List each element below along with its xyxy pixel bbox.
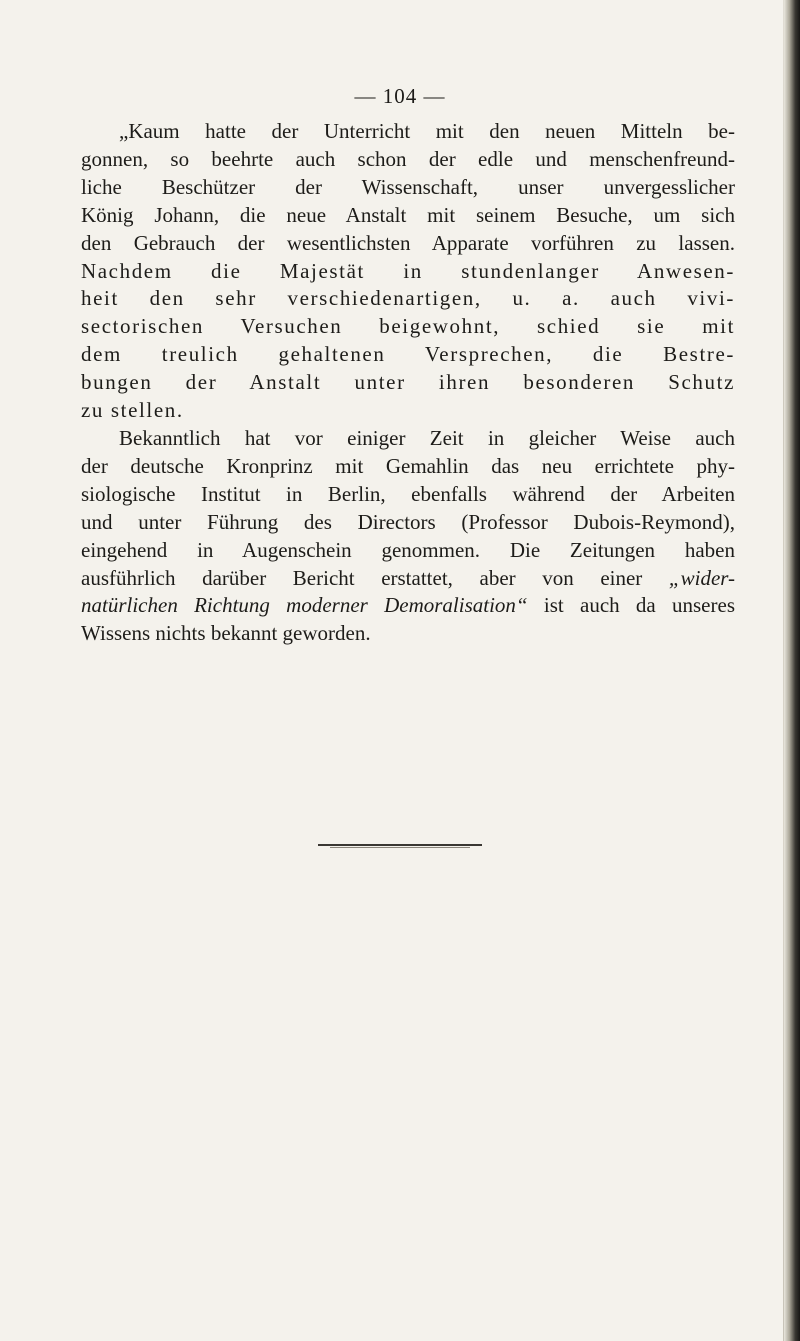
body-text xyxy=(81,118,735,648)
text-line: dem treulich gehaltenen Versprechen, die Bestre- xyxy=(81,342,735,367)
text-line: und unter Führung des Directors (Professor Dubois-Reymond), xyxy=(81,509,735,534)
text-line: eingehend in Augenschein genommen. Die Zeitungen haben xyxy=(81,537,735,562)
text-line: König Johann, die neue Anstalt mit seinem Besuche, um sich xyxy=(81,202,735,227)
text-line-mixed xyxy=(81,565,735,593)
italic-segment: natürlichen Richtung moderner Demoralisation“ xyxy=(81,593,528,618)
text-line: zu stellen. xyxy=(81,398,184,423)
text-line: sectorischen Versuchen beigewohnt, schied sie mit xyxy=(81,314,735,339)
text-line: der deutsche Kronprinz mit Gemahlin das neu errichtete phy- xyxy=(81,453,735,478)
italic-segment: „wider- xyxy=(668,565,736,590)
text-line: gonnen, so beehrte auch schon der edle und menschenfreund- xyxy=(81,146,735,171)
text-line: Bekanntlich hat vor einiger Zeit in gleicher Weise auch xyxy=(119,425,735,450)
section-divider xyxy=(318,844,482,846)
text-line-mixed xyxy=(81,592,735,620)
text-segment: ausführlich darüber Bericht erstattet, aber von einer xyxy=(81,565,643,590)
section-divider-thin xyxy=(330,847,470,848)
text-line: Wissens nichts bekannt geworden. xyxy=(81,621,371,646)
text-line: siologische Institut in Berlin, ebenfalls während der Arbeiten xyxy=(81,481,735,506)
scan-edge xyxy=(784,0,800,1341)
text-line: liche Beschützer der Wissenschaft, unser unvergesslicher xyxy=(81,174,735,199)
text-line: heit den sehr verschiedenartigen, u. a. auch vivi- xyxy=(81,286,735,311)
page-number: — 104 — xyxy=(354,84,446,108)
text-segment: ist auch da unseres xyxy=(527,593,735,618)
text-line: bungen der Anstalt unter ihren besonderen Schutz xyxy=(81,370,735,395)
text-line: „Kaum hatte der Unterricht mit den neuen Mitteln be- xyxy=(119,119,735,143)
text-line: Nachdem die Majestät in stundenlanger Anwesen- xyxy=(81,258,735,283)
text-line: den Gebrauch der wesentlichsten Apparate vorführen zu lassen. xyxy=(81,230,735,255)
